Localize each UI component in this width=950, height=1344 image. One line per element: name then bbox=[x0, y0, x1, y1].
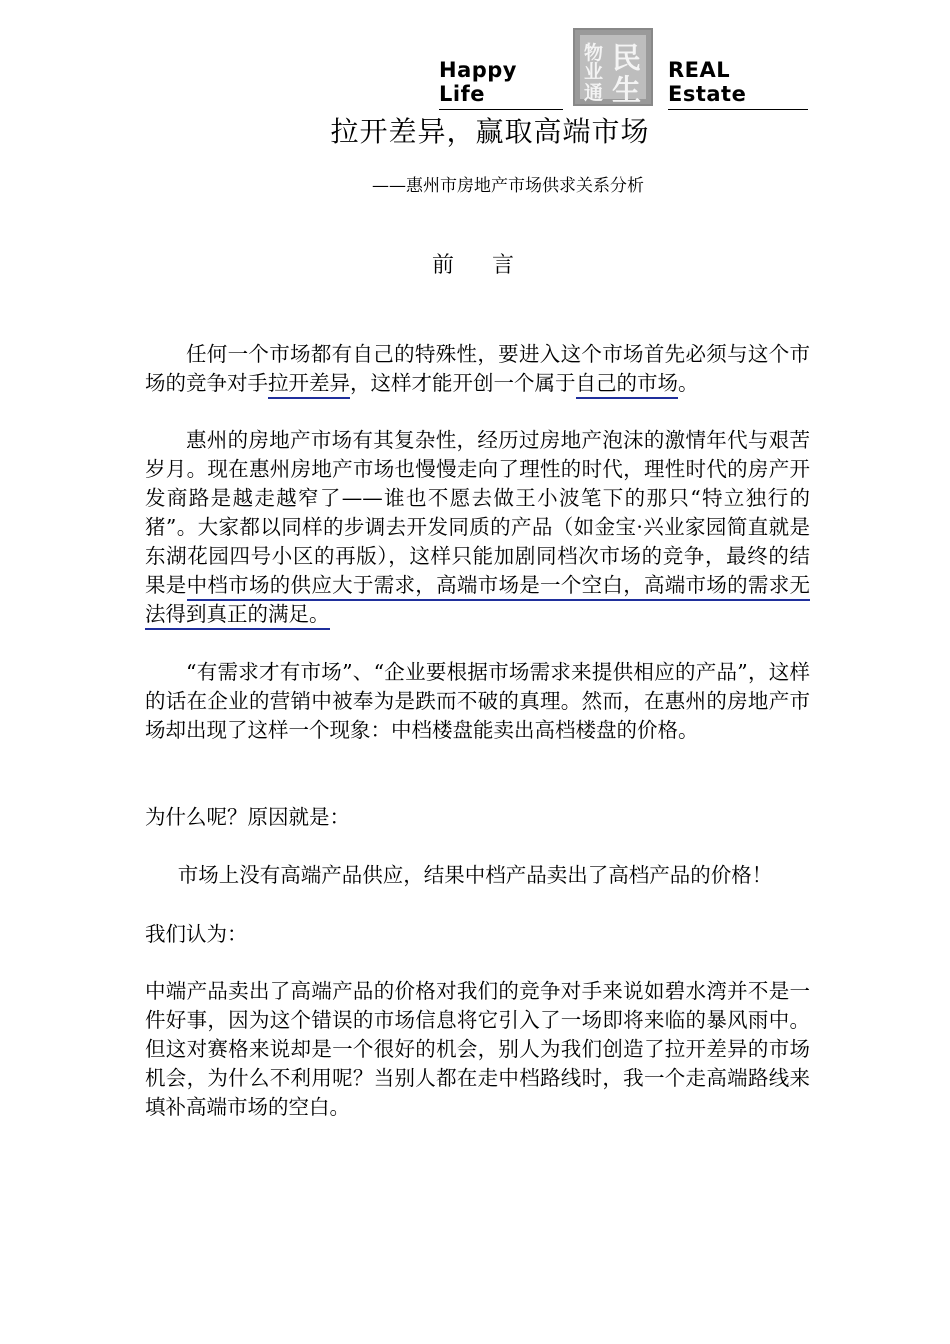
underlined-phrase: 自己的市场 bbox=[576, 371, 679, 399]
paragraph-text: 任何一个市场都有自己的特殊性，要进入这个市场首先必须与这个市场的竞争对手 bbox=[145, 342, 810, 395]
paragraph-6: 我们认为： bbox=[145, 922, 248, 946]
document-title: 拉开差异，赢取高端市场 bbox=[330, 115, 650, 148]
paragraph-text: 。 bbox=[678, 371, 699, 395]
company-logo bbox=[573, 28, 653, 106]
logo-char: 民 bbox=[612, 41, 642, 75]
header-left-text: Happy Life bbox=[439, 58, 563, 110]
logo-char: 业 bbox=[584, 61, 604, 83]
logo-char: 生 bbox=[612, 73, 642, 107]
paragraph-text: 惠州的房地产市场有其复杂性，经历过房地产泡沫的激情年代与艰苦岁月。现在惠州房地产市场也慢慢走向了理性的时代，理性时代的房产开发商路是越走越窄了——谁也不愿去做王小波笔下的那只“特立独行的猪”。大家都以同样的步调去开发同质的产品（如金宝·兴业家园简直就是东湖花园四号小区的再版），这样只能加剧同档次市场的竞争，最终的结果是 bbox=[145, 428, 810, 597]
document-subtitle: ——惠州市房地产市场供求关系分析 bbox=[372, 176, 644, 196]
paragraph-text: ，这样才能开创一个属于 bbox=[350, 371, 576, 395]
header-right-text: REAL Estate bbox=[668, 58, 808, 110]
paragraph-5: 市场上没有高端产品供应，结果中档产品卖出了高档产品的价格！ bbox=[177, 863, 773, 887]
underlined-phrase: 中档市场的供应大于需求，高端市场是一个空白，高端市场的需求无法得到真正的满足。 bbox=[145, 573, 810, 630]
underlined-phrase: 拉开差异 bbox=[268, 371, 350, 399]
paragraph-1 bbox=[145, 340, 810, 398]
paragraph-4: 为什么呢？原因就是： bbox=[145, 805, 350, 829]
paragraph-7: 中端产品卖出了高端产品的价格对我们的竞争对手来说如碧水湾并不是一件好事，因为这个错误的市场信息将它引入了一场即将来临的暴风雨中。但这对赛格来说却是一个很好的机会，别人为我们创造了拉开差异的市场机会，为什么不利用呢？当别人都在走中档路线时，我一个走高端路线来填补高端市场的空白。 bbox=[145, 979, 810, 1119]
logo-char: 通 bbox=[584, 82, 604, 104]
section-heading: 前言 bbox=[432, 253, 553, 278]
paragraph-3: “有需求才有市场”、“企业要根据市场需求来提供相应的产品”，这样的话在企业的营销中被奉为是跌而不破的真理。然而，在惠州的房地产市场却出现了这样一个现象：中档楼盘能卖出高档楼盘的价格。 bbox=[145, 660, 810, 742]
paragraph-2 bbox=[145, 426, 810, 629]
logo-char: 物 bbox=[584, 42, 604, 64]
